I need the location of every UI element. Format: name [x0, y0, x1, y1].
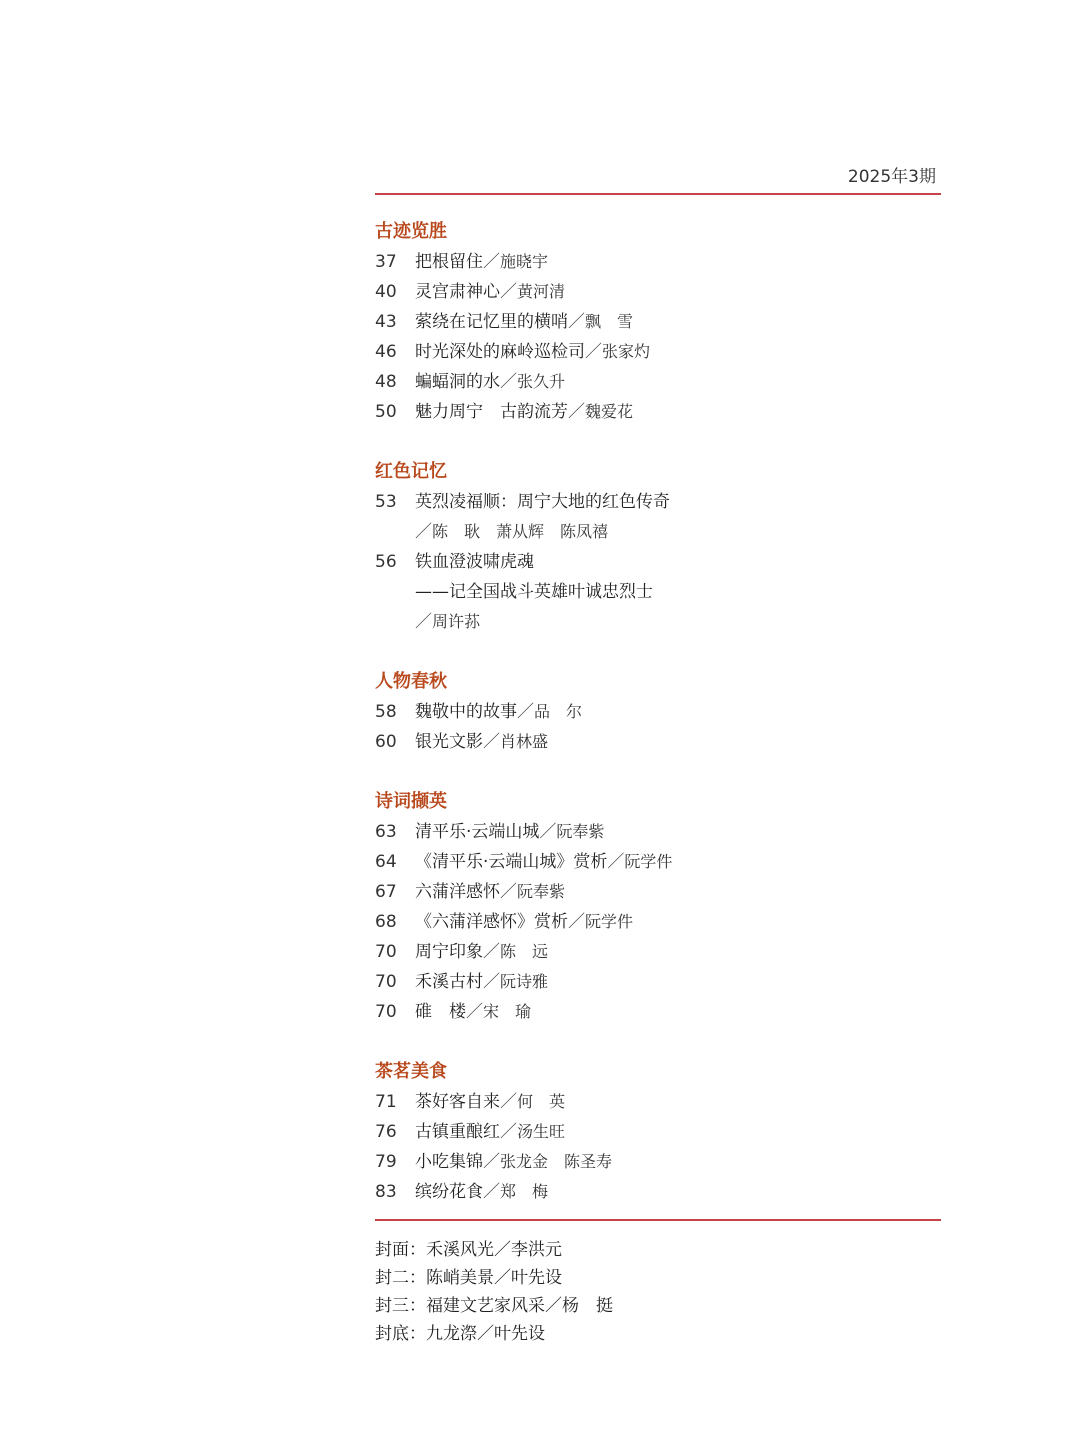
toc-entry [375, 307, 941, 337]
page-number: 58 [375, 702, 397, 722]
toc-section [375, 667, 941, 757]
section-gap [375, 427, 941, 457]
section-title: 人物春秋 [375, 671, 447, 692]
entry-title: 魏敬中的故事 [415, 702, 517, 722]
toc-entry [375, 847, 941, 877]
entry-line [415, 367, 941, 397]
entry-line [415, 1087, 941, 1117]
entry-author: 张久升 [517, 372, 566, 391]
entry-title: 萦绕在记忆里的横哨 [415, 312, 568, 332]
author-separator: ／ [568, 402, 585, 422]
entry-title: 缤纷花食 [415, 1182, 483, 1202]
cover-credit: 封面：禾溪风光／李洪元 [375, 1240, 562, 1260]
entry-line [415, 877, 941, 907]
entry-author: 陈 耿 萧从辉 陈凤禧 [432, 522, 609, 541]
entry-title: 碓 楼 [415, 1002, 466, 1022]
entry-title: 禾溪古村 [415, 972, 483, 992]
entry-title: 时光深处的麻岭巡检司 [415, 342, 585, 362]
entry-title: ——记全国战斗英雄叶诚忠烈士 [415, 582, 653, 602]
entry-line [415, 247, 941, 277]
page-number: 46 [375, 342, 397, 362]
cover-credits [375, 1236, 941, 1348]
entry-line [415, 907, 941, 937]
section-title: 茶茗美食 [375, 1061, 447, 1082]
entry-title: 银光文影 [415, 732, 483, 752]
toc-entry [375, 727, 941, 757]
entry-line [415, 1117, 941, 1147]
entry-author: 何 英 [517, 1092, 566, 1111]
section-title: 诗词撷英 [375, 791, 447, 812]
toc-entry [375, 1087, 941, 1117]
toc-entry [375, 247, 941, 277]
page-number: 68 [375, 912, 397, 932]
toc-entry [375, 907, 941, 937]
toc-entry [375, 877, 941, 907]
page-number: 37 [375, 252, 397, 272]
author-separator: ／ [585, 342, 602, 362]
entry-author: 宋 瑜 [483, 1002, 532, 1021]
entry-line [415, 307, 941, 337]
author-separator: ／ [607, 852, 625, 872]
entry-author: 阮诗雅 [500, 972, 549, 991]
entry-line [415, 577, 941, 607]
entry-author: 陈 远 [500, 942, 549, 961]
top-rule [375, 193, 941, 195]
section-title: 古迹览胜 [375, 221, 447, 242]
page-number: 67 [375, 882, 397, 902]
entry-title: 六蒲洋感怀 [415, 882, 500, 902]
entry-title: 清平乐·云端山城 [415, 822, 540, 842]
author-separator: ／ [466, 1002, 483, 1022]
page-number: 76 [375, 1122, 397, 1142]
entry-title: 古镇重酿红 [415, 1122, 500, 1142]
page-number: 53 [375, 492, 397, 512]
author-separator: ／ [517, 702, 534, 722]
entry-line [415, 397, 941, 427]
author-separator: ／ [500, 372, 517, 392]
entry-author: 肖林盛 [500, 732, 549, 751]
page-number: 43 [375, 312, 397, 332]
entry-title: 英烈凌福顺：周宁大地的红色传奇 [415, 492, 670, 512]
author-separator: ／ [483, 252, 500, 272]
entry-author: 阮奉紫 [517, 882, 566, 901]
toc-entry [375, 937, 941, 967]
page-number: 56 [375, 552, 397, 572]
entry-author: 阮奉紫 [556, 822, 605, 841]
entry-line [415, 1177, 941, 1207]
toc-entry [375, 817, 941, 847]
page-number: 63 [375, 822, 397, 842]
entry-author: 阮学件 [624, 852, 673, 871]
author-separator: ／ [415, 522, 432, 542]
entry-title: 小吃集锦 [415, 1152, 483, 1172]
section-title: 红色记忆 [375, 461, 447, 482]
table-of-contents [375, 217, 941, 1207]
toc-entry [375, 337, 941, 367]
toc-entry [375, 697, 941, 727]
entry-title: 灵宫肃神心 [415, 282, 500, 302]
author-separator: ／ [483, 1182, 500, 1202]
author-separator: ／ [483, 732, 500, 752]
entry-author: 张龙金 陈圣寿 [500, 1152, 613, 1171]
author-separator: ／ [483, 972, 500, 992]
page-number: 70 [375, 942, 397, 962]
entry-line [415, 337, 941, 367]
page-number: 40 [375, 282, 397, 302]
toc-entry [375, 1147, 941, 1177]
page-number: 60 [375, 732, 397, 752]
toc-entry [375, 1177, 941, 1207]
entry-author: 魏爱花 [585, 402, 634, 421]
author-separator: ／ [539, 822, 557, 842]
entry-author: 郑 梅 [500, 1182, 549, 1201]
entry-line [415, 697, 941, 727]
cover-credit: 封二：陈峭美景／叶先设 [375, 1268, 562, 1288]
entry-line [415, 937, 941, 967]
author-separator: ／ [500, 282, 517, 302]
cover-credit: 封三：福建文艺家风采／杨 挺 [375, 1296, 613, 1316]
toc-entry [375, 397, 941, 427]
page-number: 50 [375, 402, 397, 422]
entry-author: 汤生旺 [517, 1122, 566, 1141]
page-number: 71 [375, 1092, 397, 1112]
page-number: 64 [375, 852, 397, 872]
cover-credit: 封底：九龙漈／叶先设 [375, 1324, 545, 1344]
toc-entry [375, 967, 941, 997]
author-separator: ／ [483, 1152, 500, 1172]
bottom-rule [375, 1219, 941, 1221]
entry-title: 蝙蝠洞的水 [415, 372, 500, 392]
entry-line [415, 277, 941, 307]
toc-section [375, 217, 941, 427]
entry-author: 张家灼 [602, 342, 651, 361]
toc-entry [375, 487, 941, 547]
page-number: 70 [375, 972, 397, 992]
author-separator: ／ [568, 312, 585, 332]
toc-section [375, 457, 941, 637]
author-separator: ／ [500, 1122, 517, 1142]
author-separator: ／ [500, 1092, 517, 1112]
entry-line [415, 487, 941, 517]
entry-line [415, 817, 941, 847]
entry-author: 施晓宇 [500, 252, 549, 271]
issue-label: 2025年3期 [847, 167, 936, 187]
page-number: 83 [375, 1182, 397, 1202]
entry-title: 《六蒲洋感怀》赏析 [415, 912, 568, 932]
toc-entry [375, 277, 941, 307]
entry-title: 魅力周宁 古韵流芳 [415, 402, 568, 422]
entry-line [415, 547, 941, 577]
entry-line [415, 727, 941, 757]
entry-author: 阮学件 [585, 912, 634, 931]
author-separator: ／ [483, 942, 500, 962]
entry-line [415, 997, 941, 1027]
entry-title: 茶好客自来 [415, 1092, 500, 1112]
entry-author: 品 尔 [534, 702, 583, 721]
page-number: 48 [375, 372, 397, 392]
entry-line [415, 607, 941, 637]
entry-title: 《清平乐·云端山城》赏析 [415, 852, 608, 872]
toc-entry [375, 997, 941, 1027]
entry-line [415, 967, 941, 997]
entry-title: 铁血澄波啸虎魂 [415, 552, 534, 572]
toc-entry [375, 1117, 941, 1147]
section-gap [375, 1027, 941, 1057]
author-separator: ／ [415, 612, 432, 632]
entry-author: 周许荪 [432, 612, 481, 631]
toc-entry [375, 367, 941, 397]
toc-entry [375, 547, 941, 637]
entry-title: 周宁印象 [415, 942, 483, 962]
page-number: 70 [375, 1002, 397, 1022]
author-separator: ／ [568, 912, 585, 932]
entry-line [415, 1147, 941, 1177]
entry-author: 黄河清 [517, 282, 566, 301]
entry-line [415, 517, 941, 547]
section-gap [375, 637, 941, 667]
toc-section [375, 1057, 941, 1207]
entry-line [415, 847, 941, 877]
toc-section [375, 787, 941, 1027]
author-separator: ／ [500, 882, 517, 902]
entry-title: 把根留住 [415, 252, 483, 272]
section-gap [375, 757, 941, 787]
page-number: 79 [375, 1152, 397, 1172]
entry-author: 飘 雪 [585, 312, 634, 331]
